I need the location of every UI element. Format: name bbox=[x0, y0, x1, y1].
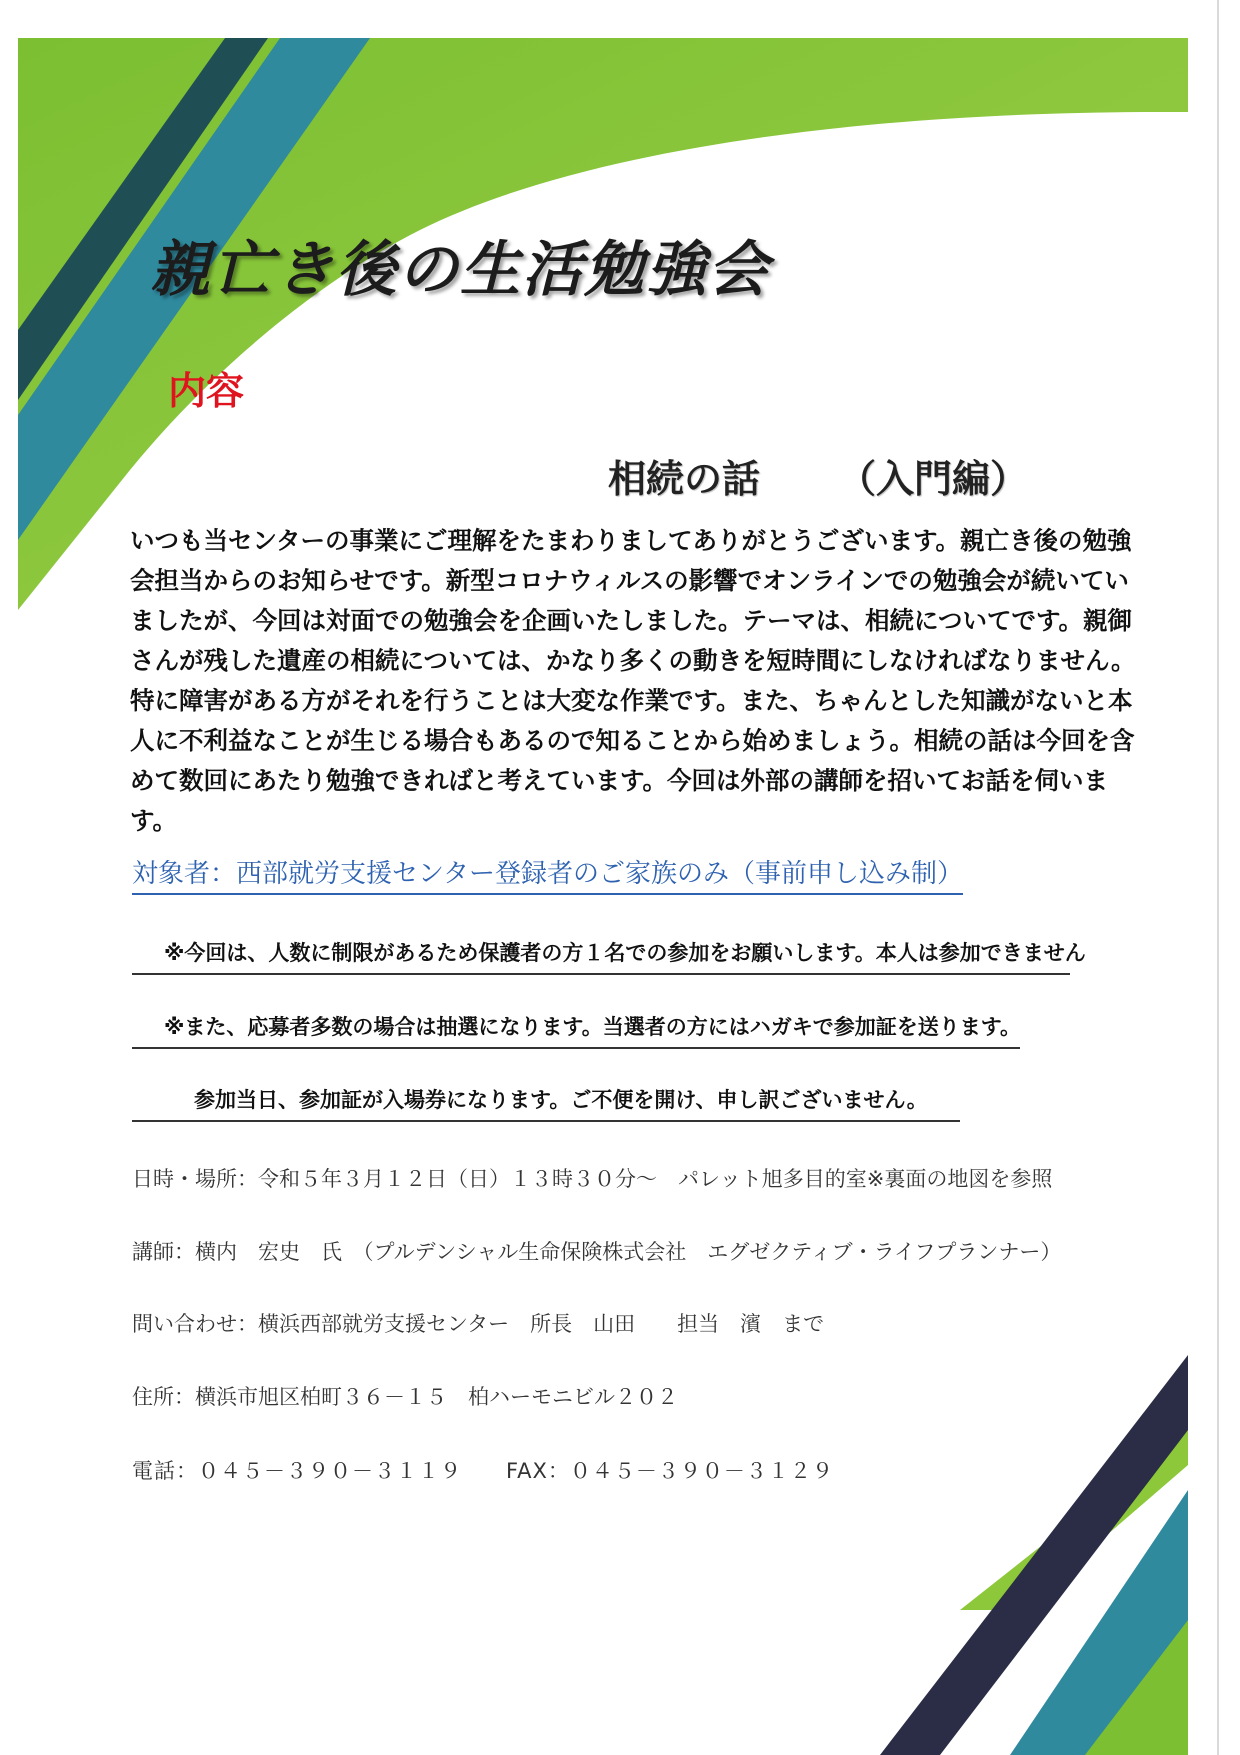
info-address: 住所：横浜市旭区柏町３６－１５ 柏ハーモニビル２０２ bbox=[132, 1385, 678, 1409]
intro-line: 会担当からのお知らせです。新型コロナウィルスの影響でオンラインでの勉強会が続いてい bbox=[130, 566, 1129, 595]
target-audience: 対象者：西部就労支援センター登録者のご家族のみ（事前申し込み制） bbox=[132, 853, 963, 895]
page-title: 親亡き後の生活勉強会 bbox=[150, 235, 770, 305]
intro-line: ましたが、今回は対面での勉強会を企画いたしました。テーマは、相続についてです。親御 bbox=[130, 606, 1133, 635]
intro-line: めて数回にあたり勉強できればと考えています。今回は外部の講師を招いてお話を伺いま bbox=[130, 766, 1109, 795]
note-lottery: ※また、応募者多数の場合は抽選になります。当選者の方にはハガキで参加証を送ります。 bbox=[132, 1011, 1020, 1049]
intro-line: さんが残した遺産の相続については、かなり多くの動きを短時間にしなければなりません。 bbox=[130, 646, 1136, 675]
note-admission-ticket: 参加当日、参加証が入場券になります。ご不便を開け、申し訳ございません。 bbox=[132, 1084, 960, 1122]
intro-line: 特に障害がある方がそれを行うことは大変な作業です。また、ちゃんとした知識がないと本 bbox=[130, 686, 1133, 715]
note-participation-limit: ※今回は、人数に制限があるため保護者の方１名での参加をお願いします。本人は参加できません bbox=[132, 937, 1070, 975]
info-datetime-place: 日時・場所：令和５年３月１２日（日）１３時３０分～ パレット旭多目的室※裏面の地図を参照 bbox=[132, 1167, 1053, 1191]
content-heading: 内容 bbox=[168, 369, 245, 413]
info-inquiry: 問い合わせ：横浜西部就労支援センター 所長 山田 担当 濱 まで bbox=[132, 1312, 825, 1336]
page-edge-line bbox=[1217, 0, 1219, 1755]
intro-line: いつも当センターの事業にご理解をたまわりましてありがとうございます。親亡き後の勉強 bbox=[130, 526, 1132, 555]
subtitle-paren: （入門編） bbox=[838, 457, 1029, 501]
subtitle-main: 相続の話 bbox=[608, 457, 761, 501]
intro-line: 人に不利益なことが生じる場合もあるので知ることから始めましょう。相続の話は今回を含 bbox=[130, 726, 1135, 755]
intro-line: す。 bbox=[130, 806, 178, 835]
subtitle bbox=[608, 448, 1028, 503]
info-phone-fax: 電話：０４５－３９０－３１１９ FAX：０４５－３９０－３１２９ bbox=[132, 1459, 834, 1483]
intro-paragraph bbox=[130, 521, 1136, 841]
info-lecturer: 講師：横内 宏史 氏 （プルデンシャル生命保険株式会社 エグゼクティブ・ライフプランナー） bbox=[132, 1240, 1062, 1264]
